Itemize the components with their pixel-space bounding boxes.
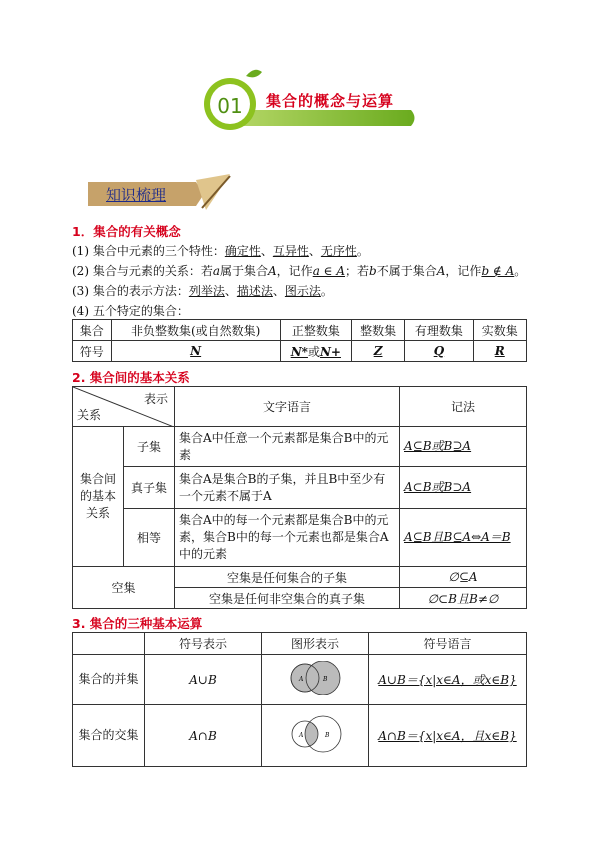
cell: N*或N+ (280, 341, 351, 362)
cell: Z (351, 341, 404, 362)
concept-line-1: (1) 集合中元素的三个特性：确定性、互异性、无序性。 (72, 244, 369, 258)
empty-text-2: 空集是任何非空集合的真子集 (175, 588, 400, 609)
concept-line-2: (2) 集合与元素的关系：若a属于集合A，记作a ∈ A；若b不属于集合A，记作b ∉ A。 (72, 264, 527, 278)
header-language: 符号语言 (369, 633, 527, 655)
union-symbol: A∪B (145, 655, 262, 705)
special-sets-table (72, 319, 527, 362)
proper-text: 集合A是集合B的子集，并且B中至少有一个元素不属于A (175, 467, 400, 509)
empty-text-1: 空集是任何集合的子集 (175, 567, 400, 588)
section-3-title: 3. 集合的三种基本运算 (72, 616, 203, 631)
cell: Q (405, 341, 473, 362)
cell: 实数集 (473, 320, 526, 341)
intersection-venn (262, 705, 369, 767)
cell: 符号 (73, 341, 112, 362)
corner-header: 表示 关系 (73, 387, 175, 427)
cell: N (111, 341, 280, 362)
cell: 非负整数集(或自然数集) (111, 320, 280, 341)
venn-label-a: A (299, 676, 304, 683)
cell: 有理数集 (405, 320, 473, 341)
chapter-title: 集合的概念与运算 (266, 92, 395, 110)
section-tag-label: 知识梳理 (106, 186, 167, 204)
concept-line-3: (3) 集合的表示方法：列举法、描述法、图示法。 (72, 284, 333, 298)
group-label: 集合间的基本关系 (73, 427, 124, 567)
corner-empty (73, 633, 145, 655)
intersection-venn-diagram (283, 714, 347, 754)
row-proper-subset: 真子集 (124, 467, 175, 509)
proper-note: A⊂B或B⊃A (400, 467, 527, 509)
intersection-symbol: A∩B (145, 705, 262, 767)
venn-label-b: B (325, 732, 330, 739)
section-2-title: 2. 集合间的基本关系 (72, 370, 190, 385)
cell: R (473, 341, 526, 362)
equal-note: A⊆B且B⊆A⇔A＝B (400, 509, 527, 567)
cell: 正整数集 (280, 320, 351, 341)
row-empty: 空集 (73, 567, 175, 609)
equal-text: 集合A中的每一个元素都是集合B中的元素，集合B中的每一个元素也都是集合A中的元素 (175, 509, 400, 567)
set-relations-table (72, 386, 527, 609)
cell: 整数集 (351, 320, 404, 341)
union-venn-diagram (283, 661, 347, 695)
union-venn (262, 655, 369, 705)
row-union: 集合的并集 (73, 655, 145, 705)
section-1-title: 1．集合的有关概念 (72, 224, 181, 239)
chapter-number: 01 (217, 94, 243, 118)
empty-note-1: ∅⊆A (400, 567, 527, 588)
union-language: A∪B＝{x|x∈A，或x∈B} (369, 655, 527, 705)
row-subset: 子集 (124, 427, 175, 467)
concept-line-4: (4) 五个特定的集合： (72, 304, 189, 318)
row-intersection: 集合的交集 (73, 705, 145, 767)
subset-text: 集合A中任意一个元素都是集合B中的元素 (175, 427, 400, 467)
intersection-language: A∩B＝{x|x∈A，且x∈B} (369, 705, 527, 767)
header-text: 文字语言 (175, 387, 400, 427)
venn-label-a: A (299, 732, 304, 739)
venn-label-b: B (323, 676, 328, 683)
empty-note-2: ∅⊂B且B≠∅ (400, 588, 527, 609)
subset-note: A⊆B或B⊇A (400, 427, 527, 467)
cell: 集合 (73, 320, 112, 341)
header-figure: 图形表示 (262, 633, 369, 655)
set-operations-table (72, 632, 527, 767)
header-symbol: 符号表示 (145, 633, 262, 655)
header-note: 记法 (400, 387, 527, 427)
row-equal: 相等 (124, 509, 175, 567)
